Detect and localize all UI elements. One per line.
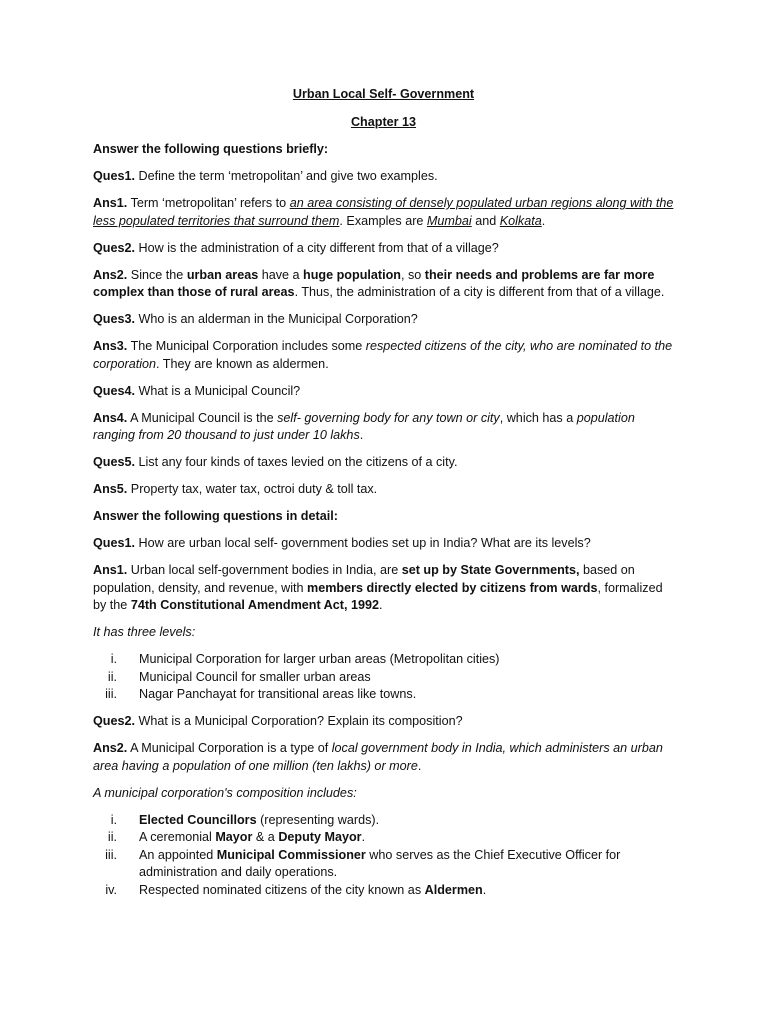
detail-answer-1 (93, 562, 674, 615)
answer-text: , which has a (499, 410, 577, 425)
list-item-text: Municipal Council for smaller urban areas (139, 669, 371, 684)
answer-emphasis: local government body in India, which administers an urban area having a population of one million (ten lakhs) or more (93, 741, 663, 773)
answer-label: Ans5. (93, 482, 128, 496)
answer-emphasis: urban areas (186, 267, 259, 282)
answer-label: Ans1. (93, 563, 128, 577)
list-item-text: & a (252, 830, 279, 844)
answer-emphasis: set up by State Governments, (401, 563, 580, 577)
list-number: ii. (107, 830, 117, 844)
answer-emphasis: their needs and problems are far more complex than those of rural areas (93, 267, 655, 299)
answer-text: and (471, 213, 500, 228)
answer-example: Mumbai (426, 213, 472, 228)
list-item-text: Respected nominated citizens of the city known as (139, 882, 425, 897)
answer-emphasis: huge population (303, 267, 401, 282)
list-emphasis: Deputy Mayor (278, 830, 362, 844)
answer-text: . (541, 213, 546, 228)
list-item (93, 847, 674, 882)
list-number: ii. (107, 669, 117, 684)
brief-question-4 (93, 383, 674, 401)
answer-text: A Municipal Council is the (127, 410, 278, 425)
answer-emphasis: population ranging from 20 thousand to just under 10 lakhs (93, 410, 635, 442)
answer-emphasis: 74th Constitutional Amendment Act, 1992 (130, 598, 379, 612)
list-item-text: (representing wards). (256, 812, 380, 827)
list-emphasis: Aldermen (424, 882, 483, 897)
detail-section-heading: Answer the following questions in detail: (93, 509, 338, 523)
list-item-text: An appointed (139, 847, 217, 862)
list-number: i. (110, 652, 117, 666)
list-number: iv. (105, 882, 117, 897)
list-item (93, 829, 674, 847)
list-item (93, 669, 674, 687)
list-item (93, 882, 674, 900)
answer-text: The Municipal Corporation includes some (127, 339, 366, 353)
brief-answer-4 (93, 410, 674, 445)
document-title: Urban Local Self- Government (292, 87, 475, 101)
answer-emphasis: self- governing body for any town or city (277, 410, 500, 425)
question-text: List any four kinds of taxes levied on the citizens of a city. (135, 455, 458, 469)
answer-example: Kolkata (499, 213, 542, 228)
answer-definition: an area consisting of densely populated urban regions along with the less populated territories that surround them (93, 196, 674, 228)
question-label: Ques3. (93, 312, 135, 326)
list-item (93, 651, 674, 669)
answer-text: . Examples are (339, 213, 427, 228)
detail-answer-2 (93, 740, 674, 775)
answer-text: Property tax, water tax, octroi duty & toll tax. (127, 482, 378, 496)
list-number: iii. (105, 687, 117, 701)
chapter-heading: Chapter 13 (350, 114, 417, 129)
list-item-text: . (482, 882, 487, 897)
brief-question-1 (93, 168, 674, 186)
question-label: Ques2. (93, 714, 135, 728)
list-item-text: Municipal Corporation for larger urban areas (Metropolitan cities) (139, 652, 500, 666)
list-item (93, 812, 674, 830)
question-text: Define the term ‘metropolitan’ and give two examples. (135, 169, 438, 183)
answer-text: based on population, density, and revenue, with (93, 563, 635, 595)
brief-answer-3 (93, 338, 674, 373)
answer-emphasis: members directly elected by citizens from wards (307, 580, 598, 595)
brief-answer-1 (93, 195, 674, 230)
question-text: What is a Municipal Council? (135, 383, 301, 398)
levels-list (93, 651, 674, 704)
detail-question-2 (93, 713, 674, 731)
list-item-text: A ceremonial (139, 830, 216, 844)
list-item-text: . (361, 830, 366, 844)
detail-question-1 (93, 535, 674, 553)
answer-text: have a (258, 267, 304, 282)
answer-text: . (359, 428, 364, 442)
question-text: Who is an alderman in the Municipal Corporation? (135, 312, 418, 326)
answer-text: . (379, 598, 383, 612)
question-label: Ques4. (93, 383, 135, 398)
brief-question-3 (93, 311, 674, 329)
answer-text: Term ‘metropolitan’ refers to (127, 196, 290, 210)
answer-text: , so (400, 267, 425, 282)
answer-label: Ans1. (93, 196, 128, 210)
question-text: How is the administration of a city different from that of a village? (135, 240, 499, 255)
answer-text: A Municipal Corporation is a type of (127, 741, 332, 755)
list-number: iii. (105, 847, 117, 862)
answer-text: Urban local self-government bodies in India, are (127, 563, 402, 577)
question-label: Ques1. (93, 169, 135, 183)
list-item (93, 686, 674, 704)
answer-text: . Thus, the administration of a city is different from that of a village. (294, 285, 665, 299)
list-emphasis: Municipal Commissioner (216, 847, 366, 862)
answer-label: Ans2. (93, 267, 128, 282)
brief-answer-5 (93, 481, 674, 499)
list-item-text: who serves as the Chief Executive Officer for administration and daily operations. (139, 847, 621, 879)
answer-text: Since the (127, 267, 187, 282)
list-item-text: Nagar Panchayat for transitional areas like towns. (139, 687, 417, 701)
brief-answer-2 (93, 267, 674, 302)
brief-question-5 (93, 454, 674, 472)
answer-label: Ans2. (93, 741, 128, 755)
composition-intro: A municipal corporation's composition includes: (93, 785, 357, 800)
answer-text: . They are known as aldermen. (156, 356, 329, 371)
answer-emphasis: respected citizens of the city, who are nominated to the corporation (93, 339, 673, 371)
list-number: i. (110, 812, 117, 827)
answer-text: . (417, 758, 422, 773)
composition-list (93, 812, 674, 900)
question-text: How are urban local self- government bodies set up in India? What are its levels? (135, 536, 591, 550)
answer-label: Ans4. (93, 410, 128, 425)
answer-text: , formalized by the (93, 580, 663, 612)
list-emphasis: Elected Councillors (139, 812, 257, 827)
question-text: What is a Municipal Corporation? Explain its composition? (135, 714, 463, 728)
list-emphasis: Mayor (215, 830, 253, 844)
brief-question-2 (93, 240, 674, 258)
answer-label: Ans3. (93, 339, 128, 353)
question-label: Ques5. (93, 455, 135, 469)
question-label: Ques2. (93, 240, 135, 255)
question-label: Ques1. (93, 536, 135, 550)
levels-intro: It has three levels: (93, 625, 196, 639)
brief-section-heading: Answer the following questions briefly: (93, 142, 329, 156)
